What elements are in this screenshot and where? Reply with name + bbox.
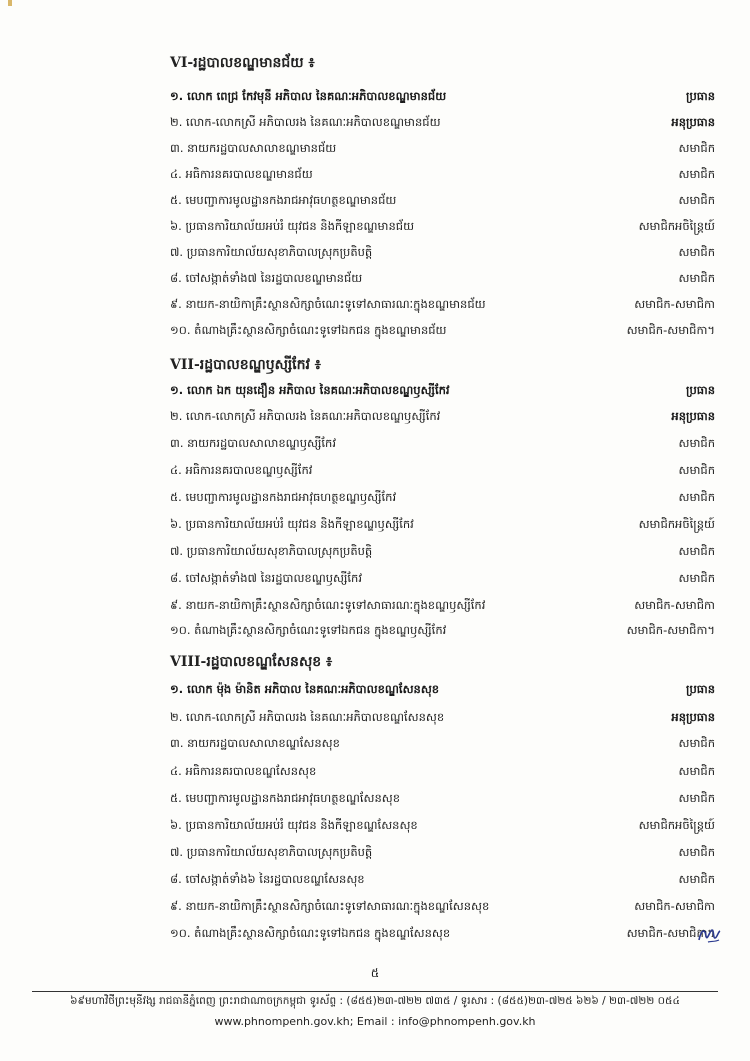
- page-number: ៥: [370, 966, 380, 980]
- member-text: ៦. ប្រធានការិយាល័យអប់រំ យុវជន និងកីឡាខណ្ឌមានជ័យ: [170, 219, 415, 233]
- member-row: [170, 267, 715, 289]
- member-role: សមាជិក-សមាជិកា: [634, 899, 715, 913]
- member-role: សមាជិក: [678, 193, 715, 207]
- member-text: ៩. នាយក-នាយិកាគ្រឹះស្ថានសិក្សាចំណេះទូទៅសាធារណៈក្នុងខណ្ឌឫស្សីកែវ: [170, 598, 486, 612]
- member-role: សមាជិក: [678, 791, 715, 805]
- member-row: [170, 619, 715, 641]
- member-row: [170, 85, 715, 107]
- initials-mark: [696, 924, 722, 946]
- member-text: ៣. នាយករដ្ឋបាលសាលាខណ្ឌសែនសុខ: [170, 736, 340, 750]
- member-role: ប្រធាន: [686, 682, 715, 696]
- member-text: ១. លោក ឯក យុនដឿន អភិបាល នៃគណៈអភិបាលខណ្ឌឫស្សីកែវ: [170, 383, 450, 397]
- member-text: ៨. ចៅសង្កាត់ទាំង៦ នៃរដ្ឋបាលខណ្ឌសែនសុខ: [170, 872, 365, 886]
- member-role: ប្រធាន: [686, 383, 715, 397]
- section-title: VII-រដ្ឋបាលខណ្ឌឫស្សីកែវ ៖: [170, 357, 321, 373]
- member-text: ៩. នាយក-នាយិកាគ្រឹះស្ថានសិក្សាចំណេះទូទៅសាធារណៈក្នុងខណ្ឌសែនសុខ: [170, 899, 490, 913]
- member-row: [170, 432, 715, 454]
- member-role: សមាជិក-សមាជិកា: [634, 598, 715, 612]
- member-text: ៨. ចៅសង្កាត់ទាំង៧ នៃរដ្ឋបាលខណ្ឌឫស្សីកែវ: [170, 571, 363, 585]
- member-text: ៦. ប្រធានការិយាល័យអប់រំ យុវជន និងកីឡាខណ្ឌឫស្សីកែវ: [170, 517, 414, 531]
- member-row: [170, 814, 715, 836]
- member-role: អនុប្រធាន: [671, 115, 715, 129]
- member-row: [170, 868, 715, 890]
- member-row: [170, 163, 715, 185]
- member-text: ១០. តំណាងគ្រឹះស្ថានសិក្សាចំណេះទូទៅឯកជន ក្នុងខណ្ឌសែនសុខ: [170, 926, 451, 940]
- member-row: [170, 189, 715, 211]
- member-row: [170, 111, 715, 133]
- member-text: ៧. ប្រធានការិយាល័យសុខាភិបាលស្រុកប្រតិបត្តិ: [170, 544, 373, 558]
- member-row: [170, 241, 715, 263]
- footer-address: ៦៩មហាវិថីព្រះមុនីវង្ស រាជធានីភ្នំពេញ ព្រះរាជាណាចក្រកម្ពុជា ទូរស័ព្ទ : (៨៥៥)២៣-៧២២ ៧៣៥ / ទូរសារ : (៨៥៥)២៣-៧២៥ ៦២៦ / ២៣-៧២២ ០៥៤: [70, 995, 680, 1007]
- member-role: សមាជិកអចិន្ត្រៃយ៍: [638, 219, 715, 233]
- member-text: ២. លោក-លោកស្រី អភិបាលរង នៃគណៈអភិបាលខណ្ឌមានជ័យ: [170, 115, 441, 129]
- member-role: អនុប្រធាន: [671, 710, 715, 724]
- member-text: ៣. នាយករដ្ឋបាលសាលាខណ្ឌមានជ័យ: [170, 141, 337, 155]
- member-text: ១០. តំណាងគ្រឹះស្ថានសិក្សាចំណេះទូទៅឯកជន ក្នុងខណ្ឌឫស្សីកែវ: [170, 623, 447, 637]
- section-title: VI-រដ្ឋបាលខណ្ឌមានជ័យ ៖: [170, 55, 315, 71]
- member-row: [170, 732, 715, 754]
- member-row: [170, 486, 715, 508]
- member-text: ១០. តំណាងគ្រឹះស្ថានសិក្សាចំណេះទូទៅឯកជន ក្នុងខណ្ឌមានជ័យ: [170, 323, 447, 337]
- member-role: សមាជិក: [678, 764, 715, 778]
- member-text: ៤. អធិការនគរបាលខណ្ឌមានជ័យ: [170, 167, 313, 181]
- member-row: [170, 459, 715, 481]
- member-text: ៥. មេបញ្ជាការមូលដ្ឋានកងរាជអាវុធហត្ថខណ្ឌឫស្សីកែវ: [170, 490, 397, 504]
- member-text: ៦. ប្រធានការិយាល័យអប់រំ យុវជន និងកីឡាខណ្ឌសែនសុខ: [170, 818, 418, 832]
- member-text: ១. លោក ពេជ្រ កែវមុនី អភិបាល នៃគណៈអភិបាលខណ្ឌមានជ័យ: [170, 89, 447, 103]
- member-row: [170, 678, 715, 700]
- member-role: សមាជិក: [678, 736, 715, 750]
- member-role: សមាជិក: [678, 845, 715, 859]
- member-role: សមាជិក: [678, 571, 715, 585]
- member-text: ៩. នាយក-នាយិកាគ្រឹះស្ថានសិក្សាចំណេះទូទៅសាធារណៈក្នុងខណ្ឌមានជ័យ: [170, 297, 486, 311]
- member-row: [170, 787, 715, 809]
- member-row: [170, 405, 715, 427]
- member-text: ២. លោក-លោកស្រី អភិបាលរង នៃគណៈអភិបាលខណ្ឌសែនសុខ: [170, 710, 445, 724]
- member-role: សមាជិក: [678, 463, 715, 477]
- member-text: ៧. ប្រធានការិយាល័យសុខាភិបាលស្រុកប្រតិបត្តិ: [170, 245, 373, 259]
- member-text: ៤. អធិការនគរបាលខណ្ឌសែនសុខ: [170, 764, 317, 778]
- member-role: សមាជិក-សមាជិកា។: [626, 926, 715, 940]
- member-role: សមាជិកអចិន្ត្រៃយ៍: [638, 517, 715, 531]
- member-row: [170, 567, 715, 589]
- member-row: [170, 513, 715, 535]
- member-text: ៥. មេបញ្ជាការមូលដ្ឋានកងរាជអាវុធហត្ថខណ្ឌសែនសុខ: [170, 791, 401, 805]
- section-title: VIII-រដ្ឋបាលខណ្ឌសែនសុខ ៖: [170, 654, 333, 670]
- footer-divider: [32, 991, 718, 992]
- page-edge-mark: [8, 0, 12, 6]
- member-role: សមាជិក: [678, 271, 715, 285]
- member-text: ១. លោក ម៉ុង ម៉ានិត អភិបាល នៃគណៈអភិបាលខណ្ឌសែនសុខ: [170, 682, 440, 696]
- member-role: សមាជិកអចិន្ត្រៃយ៍: [638, 818, 715, 832]
- member-row: [170, 706, 715, 728]
- member-row: [170, 319, 715, 341]
- member-role: សមាជិក-សមាជិកា។: [626, 323, 715, 337]
- member-role: សមាជិក-សមាជិកា។: [626, 623, 715, 637]
- member-row: [170, 895, 715, 917]
- member-row: [170, 594, 715, 616]
- member-text: ២. លោក-លោកស្រី អភិបាលរង នៃគណៈអភិបាលខណ្ឌឫស្សីកែវ: [170, 409, 441, 423]
- member-role: សមាជិក: [678, 544, 715, 558]
- member-role: សមាជិក-សមាជិកា: [634, 297, 715, 311]
- member-row: [170, 760, 715, 782]
- member-row: [170, 293, 715, 315]
- member-text: ៣. នាយករដ្ឋបាលសាលាខណ្ឌឫស្សីកែវ: [170, 436, 336, 450]
- footer-web-email: www.phnompenh.gov.kh; Email : info@phnompenh.gov.kh: [214, 1015, 536, 1028]
- member-role: សមាជិក: [678, 141, 715, 155]
- member-row: [170, 841, 715, 863]
- member-row: [170, 215, 715, 237]
- member-role: ប្រធាន: [686, 89, 715, 103]
- member-text: ៧. ប្រធានការិយាល័យសុខាភិបាលស្រុកប្រតិបត្តិ: [170, 845, 373, 859]
- member-row: [170, 379, 715, 401]
- member-role: សមាជិក: [678, 872, 715, 886]
- member-row: [170, 540, 715, 562]
- member-role: សមាជិក: [678, 436, 715, 450]
- member-row: [170, 922, 715, 944]
- member-role: សមាជិក: [678, 245, 715, 259]
- member-text: ៨. ចៅសង្កាត់ទាំង៧ នៃរដ្ឋបាលខណ្ឌមានជ័យ: [170, 271, 363, 285]
- member-role: សមាជិក: [678, 167, 715, 181]
- member-text: ៥. មេបញ្ជាការមូលដ្ឋានកងរាជអាវុធហត្ថខណ្ឌមានជ័យ: [170, 193, 397, 207]
- member-text: ៤. អធិការនគរបាលខណ្ឌឫស្សីកែវ: [170, 463, 313, 477]
- member-role: សមាជិក: [678, 490, 715, 504]
- member-role: អនុប្រធាន: [671, 409, 715, 423]
- member-row: [170, 137, 715, 159]
